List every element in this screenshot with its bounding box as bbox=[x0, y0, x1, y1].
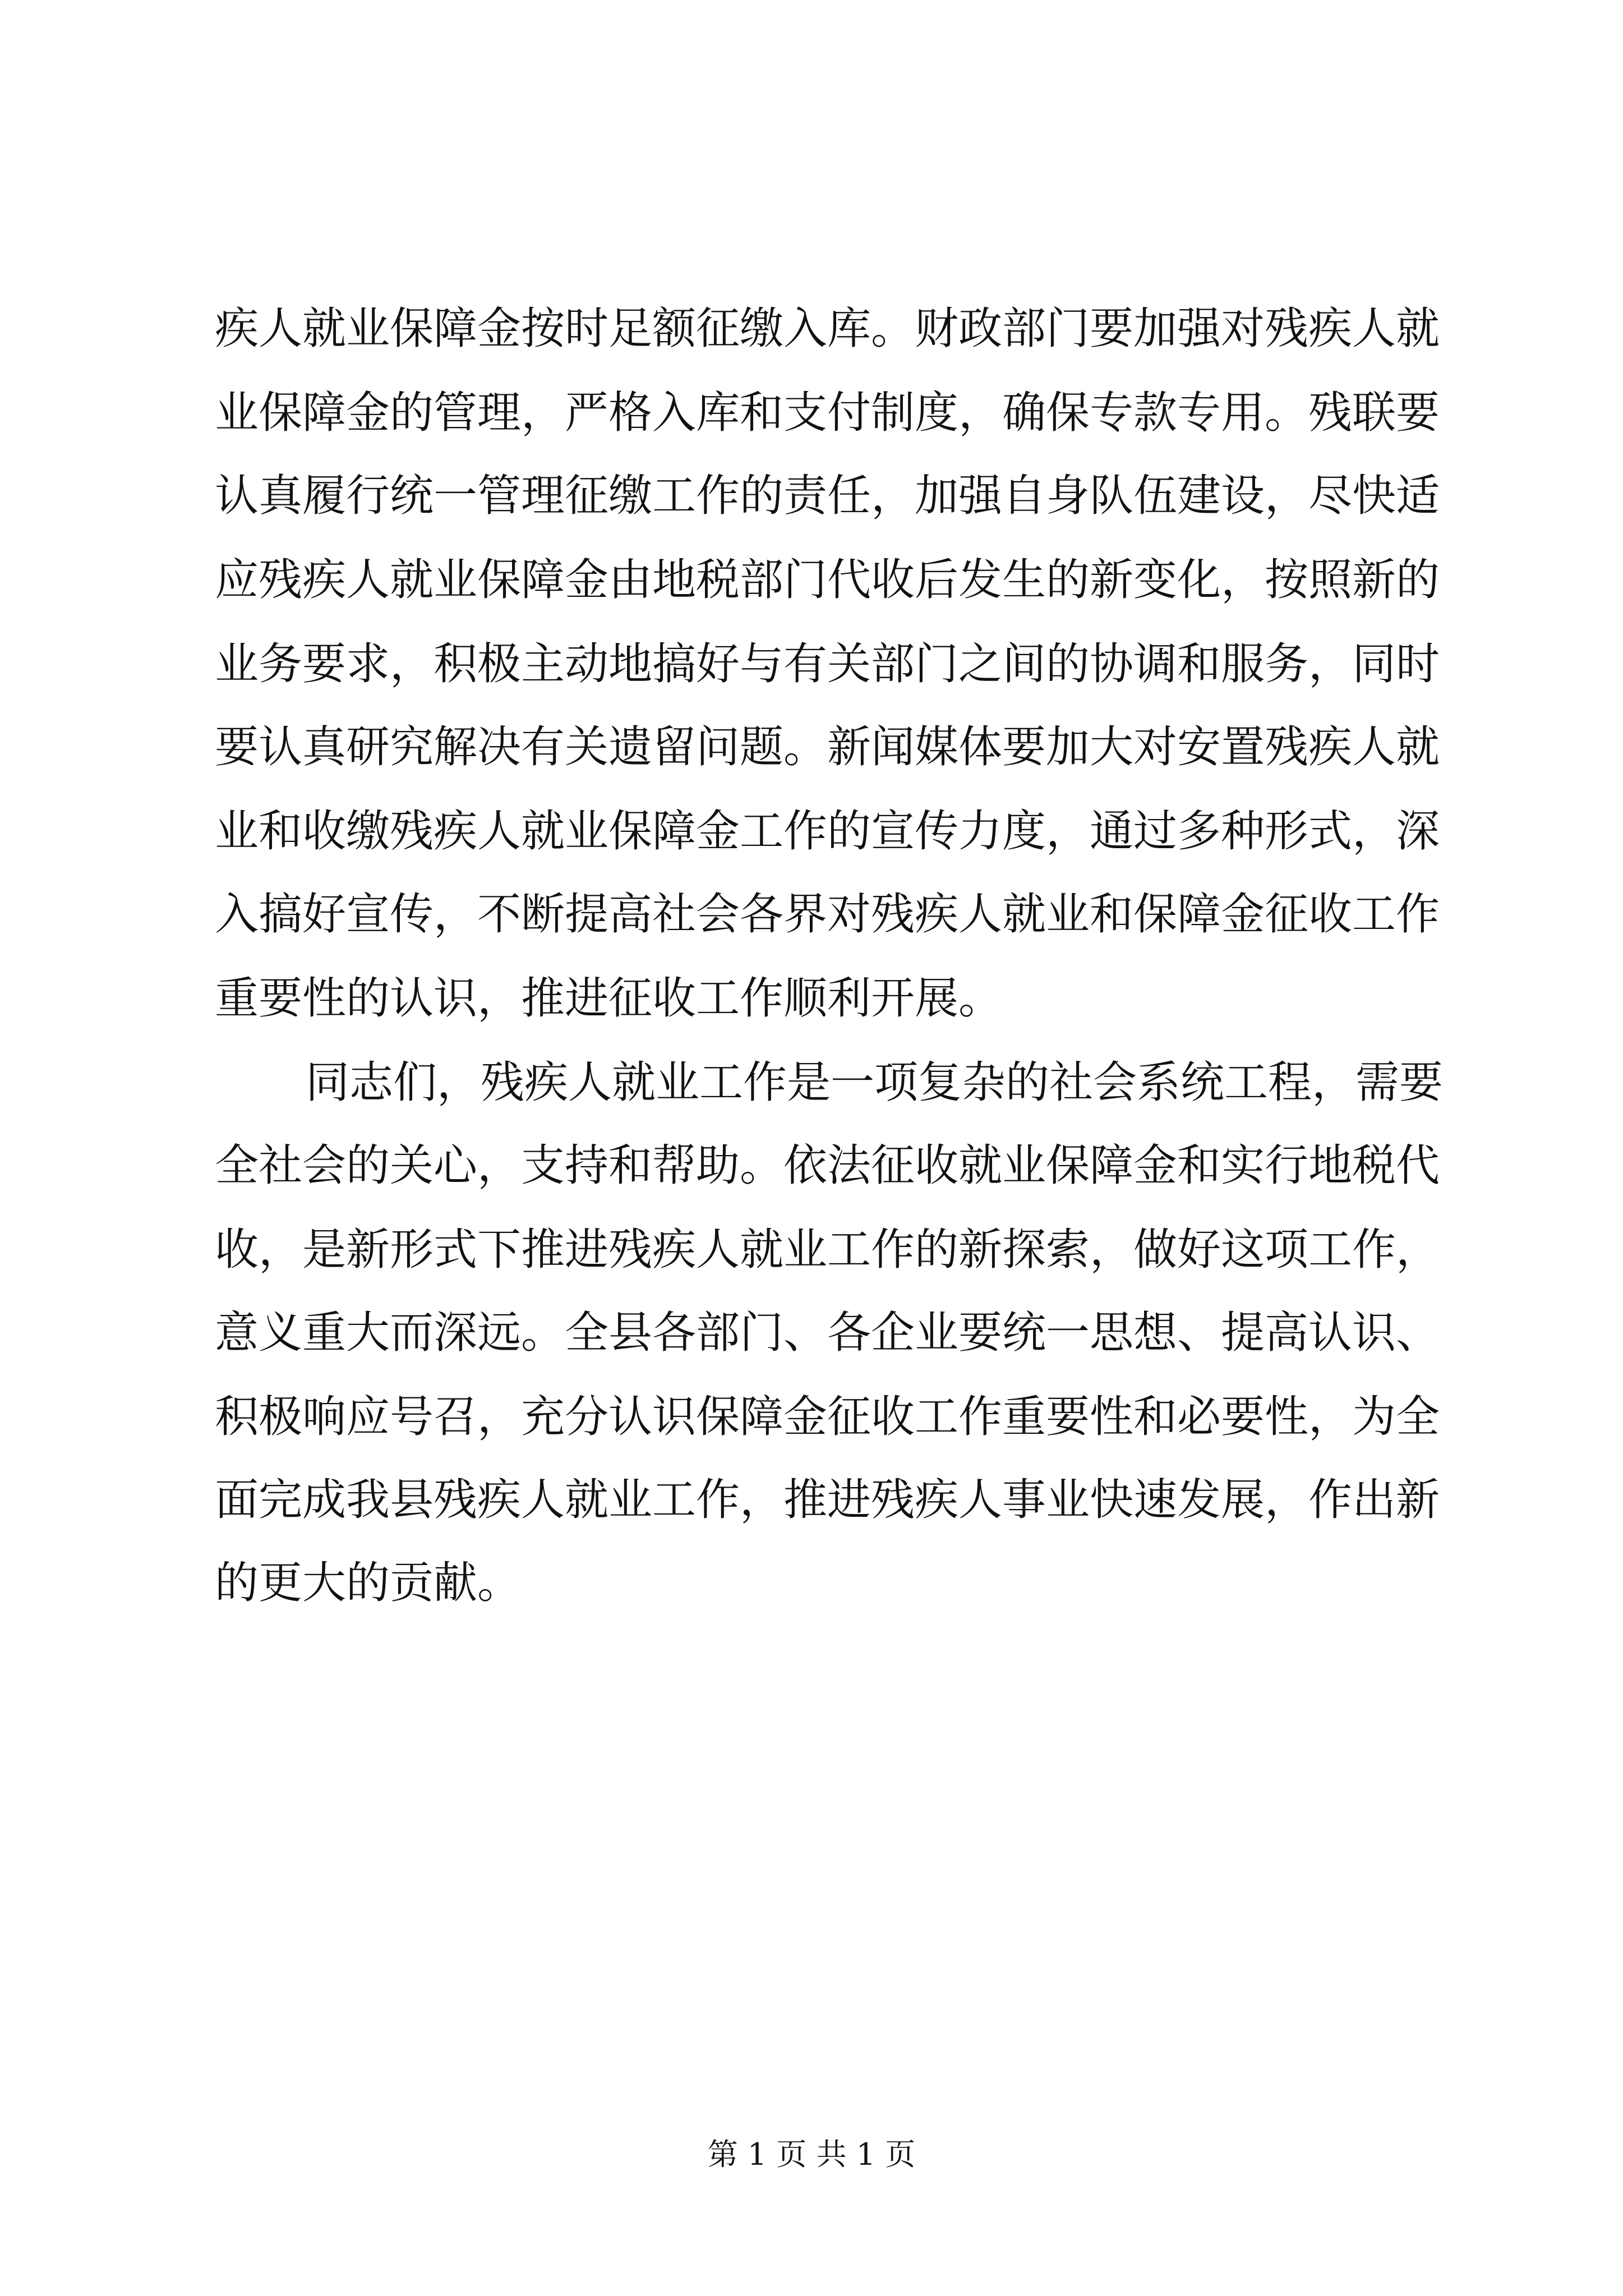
text-line: 收，是新形式下推进残疾人就业工作的新探索，做好这项工作， bbox=[215, 1225, 1440, 1275]
text-line: 业保障金的管理，严格入库和支付制度，确保专款专用。残联要 bbox=[215, 388, 1440, 438]
text-line: 全社会的关心，支持和帮助。依法征收就业保障金和实行地税代 bbox=[215, 1140, 1440, 1191]
text-line: 同志们，残疾人就业工作是一项复杂的社会系统工程，需要 bbox=[306, 1057, 1444, 1108]
text-line: 面完成我县残疾人就业工作，推进残疾人事业快速发展，作出新 bbox=[215, 1475, 1440, 1525]
text-line: 入搞好宣传，不断提高社会各界对残疾人就业和保障金征收工作 bbox=[215, 889, 1440, 940]
text-line: 认真履行统一管理征缴工作的责任，加强自身队伍建设，尽快适 bbox=[215, 471, 1440, 521]
page-footer: 第 1 页 共 1 页 bbox=[707, 2137, 916, 2172]
text-line: 疾人就业保障金按时足额征缴入库。财政部门要加强对残疾人就 bbox=[215, 303, 1440, 354]
text-line: 重要性的认识，推进征收工作顺利开展。 bbox=[215, 973, 1003, 1024]
text-line: 业和收缴残疾人就业保障金工作的宣传力度，通过多种形式，深 bbox=[215, 806, 1440, 857]
text-line: 意义重大而深远。全县各部门、各企业要统一思想、提高认识、 bbox=[215, 1308, 1440, 1358]
text-line: 应残疾人就业保障金由地税部门代收后发生的新变化，按照新的 bbox=[215, 555, 1440, 605]
text-line: 的更大的贡献。 bbox=[215, 1558, 522, 1608]
text-line: 业务要求，积极主动地搞好与有关部门之间的协调和服务，同时 bbox=[215, 639, 1440, 689]
text-line: 积极响应号召，充分认识保障金征收工作重要性和必要性，为全 bbox=[215, 1392, 1440, 1442]
text-line: 要认真研究解决有关遗留问题。新闻媒体要加大对安置残疾人就 bbox=[215, 722, 1440, 772]
